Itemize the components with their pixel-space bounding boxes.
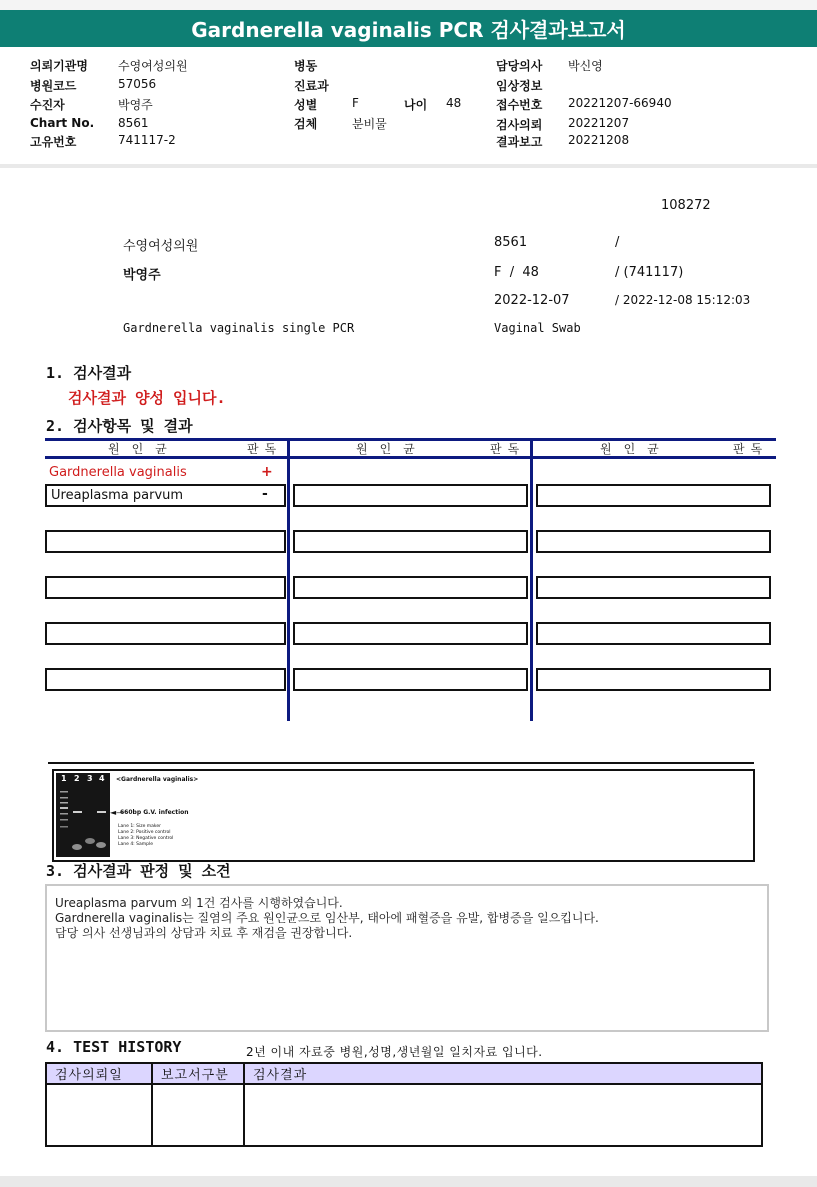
value-age: 48 — [446, 96, 462, 110]
col3-result-header: 판독 — [733, 442, 769, 456]
gel-frame — [52, 769, 755, 862]
empty-row-box — [45, 622, 286, 645]
organism-gardnerella: Gardnerella vaginalis — [49, 465, 187, 480]
gel-legend-4: Lane 4: Sample — [118, 842, 153, 847]
history-cell — [152, 1084, 244, 1146]
empty-row-box — [536, 668, 771, 691]
value-doctor: 박신영 — [568, 59, 603, 73]
history-cell — [244, 1084, 762, 1146]
label-request-date: 검사의뢰 — [496, 118, 543, 132]
label-age: 나이 — [404, 98, 428, 112]
history-note: 2년 이내 자료중 병원,성명,생년월일 일치자료 입니다. — [246, 1045, 543, 1059]
history-table — [45, 1062, 763, 1147]
gel-bands-graphic — [56, 773, 110, 857]
summary-test-name: Gardnerella vaginalis single PCR — [123, 321, 355, 335]
summary-patient: 박영주 — [123, 268, 161, 283]
result-ureaplasma: - — [262, 486, 268, 502]
summary-specimen: Vaginal Swab — [494, 321, 581, 335]
comment-box — [45, 884, 769, 1032]
value-receipt-no: 20221207-66940 — [568, 96, 672, 110]
label-ward: 병동 — [294, 59, 318, 73]
col2-result-header: 판독 — [490, 442, 526, 456]
gel-band-label: 660bp G.V. infection — [120, 809, 189, 816]
label-hospital-code: 병원코드 — [30, 79, 77, 93]
gel-legend-3: Lane 3: Negative control — [118, 836, 174, 841]
report-number: 108272 — [661, 198, 711, 213]
label-unique-no: 고유번호 — [30, 135, 77, 149]
history-col-request-date: 검사의뢰일 — [46, 1063, 152, 1084]
label-patient: 수진자 — [30, 98, 65, 112]
empty-row-box — [536, 622, 771, 645]
label-chart-no: Chart No. — [30, 116, 95, 130]
summary-clinic: 수영여성의원 — [123, 239, 199, 254]
gel-divider — [48, 762, 754, 764]
gel-legend-2: Lane 2: Positive control — [118, 830, 171, 835]
label-specimen: 검체 — [294, 117, 318, 131]
value-chart-no: 8561 — [118, 116, 149, 130]
value-clinic: 수영여성의원 — [118, 59, 188, 73]
label-sex: 성별 — [294, 98, 318, 112]
lane-3-label: 3 — [87, 774, 93, 783]
history-cell — [46, 1084, 152, 1146]
empty-row-box — [45, 530, 286, 553]
col1-organism-header: 원인균 — [108, 442, 179, 456]
label-report-date: 결과보고 — [496, 135, 543, 149]
empty-row-box — [45, 576, 286, 599]
gel-title: <Gardnerella vaginalis> — [116, 776, 199, 783]
section3-title: 3. 검사결과 판정 및 소견 — [46, 862, 231, 880]
section1-title: 1. 검사결과 — [46, 364, 132, 382]
history-col-result: 검사결과 — [244, 1063, 762, 1084]
value-sex: F — [352, 96, 359, 110]
comment-line: Gardnerella vaginalis는 질염의 주요 원인균으로 임산부, 태아에 패혈증을 유발, 합병증을 일으킵니다. — [55, 911, 599, 925]
history-col-report-type: 보고서구분 — [152, 1063, 244, 1084]
label-doctor: 담당의사 — [496, 59, 543, 73]
column-divider-1 — [287, 438, 290, 721]
empty-row-box — [293, 576, 528, 599]
summary-chart-no: 8561 — [494, 235, 528, 250]
gel-legend-1: Lane 1: Size maker — [118, 824, 161, 829]
value-request-date: 20221207 — [568, 116, 630, 130]
empty-row-box — [45, 668, 286, 691]
report-body — [0, 168, 817, 1176]
comment-line: 담당 의사 선생님과의 상담과 치료 후 재검을 권장합니다. — [55, 926, 353, 940]
summary-chart-sep: / — [615, 235, 620, 250]
lane-2-label: 2 — [74, 774, 80, 783]
value-hospital-code: 57056 — [118, 77, 157, 91]
col2-organism-header: 원인균 — [356, 442, 427, 456]
summary-sex-age: F / 48 — [494, 265, 539, 280]
value-specimen: 분비물 — [352, 117, 387, 131]
result-gardnerella: + — [261, 464, 273, 480]
empty-row-box — [536, 530, 771, 553]
empty-row-box — [536, 576, 771, 599]
column-divider-2 — [530, 438, 533, 721]
empty-row-box — [293, 484, 528, 507]
summary-id: / (741117) — [615, 265, 684, 280]
label-receipt-no: 접수번호 — [496, 98, 543, 112]
empty-row-box — [293, 668, 528, 691]
empty-row-box — [293, 622, 528, 645]
comment-line: Ureaplasma parvum 외 1건 검사를 시행하였습니다. — [55, 896, 343, 910]
value-patient: 박영주 — [118, 98, 153, 112]
lane-1-label: 1 — [61, 774, 67, 783]
value-report-date: 20221208 — [568, 133, 630, 147]
label-department: 진료과 — [294, 79, 329, 93]
section2-title: 2. 검사항목 및 결과 — [46, 417, 193, 435]
label-clinic: 의뢰기관명 — [30, 59, 88, 73]
label-clinical-info: 임상정보 — [496, 79, 543, 93]
report-title: Gardnerella vaginalis PCR 검사결과보고서 — [0, 10, 817, 47]
col1-result-header: 판독 — [247, 442, 283, 456]
lane-4-label: 4 — [99, 774, 105, 783]
summary-request-date: 2022-12-07 — [494, 293, 570, 308]
organism-ureaplasma: Ureaplasma parvum — [51, 488, 184, 503]
col3-organism-header: 원인균 — [600, 442, 671, 456]
summary-report-datetime: / 2022-12-08 15:12:03 — [615, 293, 751, 307]
empty-row-box — [293, 530, 528, 553]
header-panel — [0, 47, 817, 164]
positive-result-text: 검사결과 양성 입니다. — [68, 389, 226, 407]
value-unique-no: 741117-2 — [118, 133, 176, 147]
empty-row-box — [536, 484, 771, 507]
arrow-icon: ◄— — [110, 808, 125, 817]
section4-title: 4. TEST HISTORY — [46, 1038, 182, 1056]
top-strip — [0, 0, 817, 10]
gel-image — [56, 773, 110, 857]
